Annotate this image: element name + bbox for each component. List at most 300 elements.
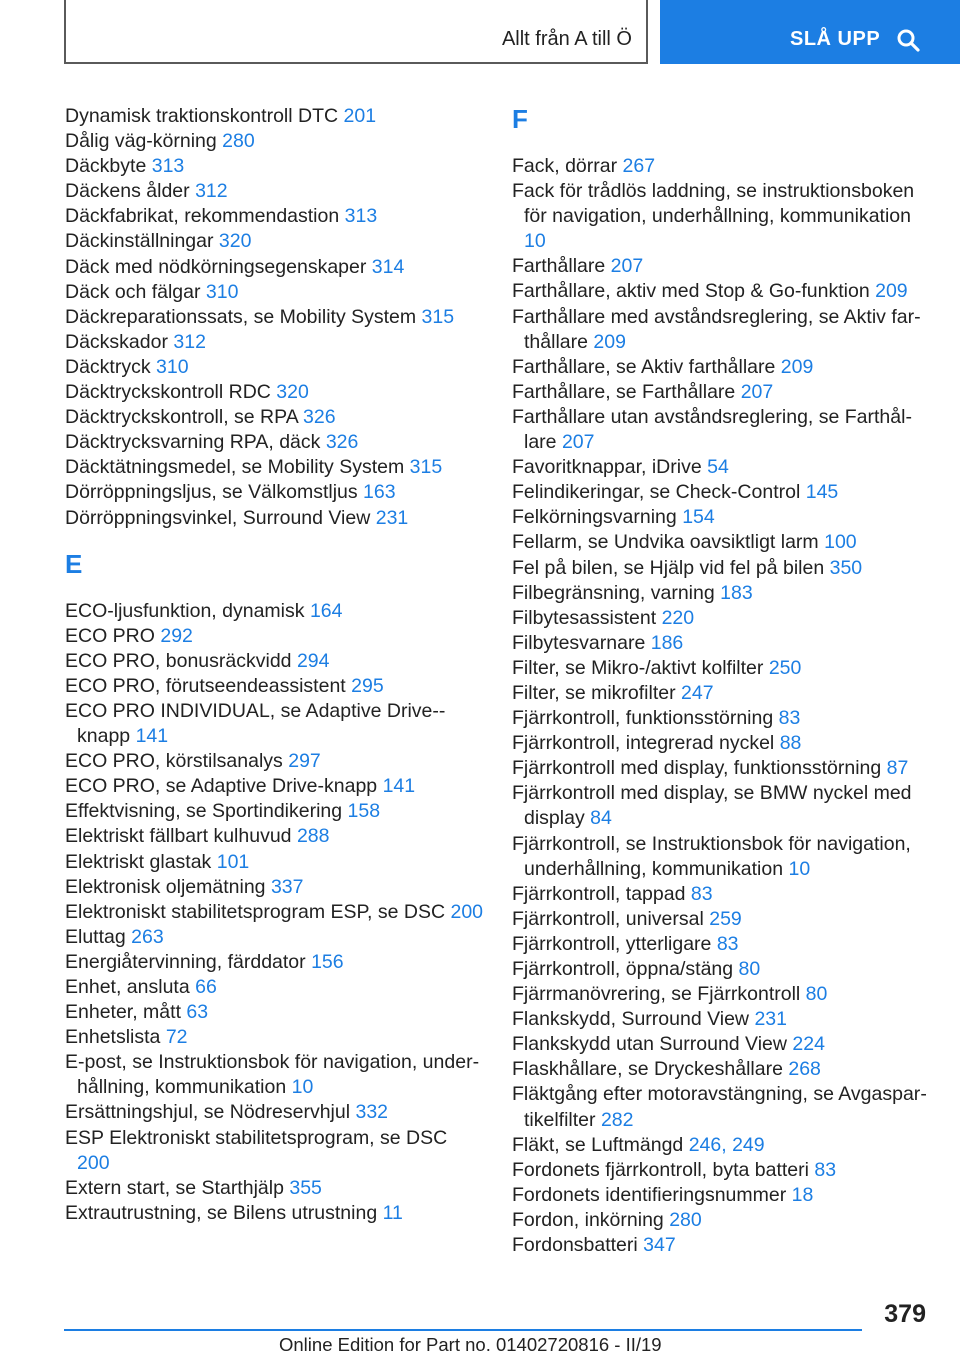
page-link[interactable]: 200: [450, 900, 484, 923]
page-refs: [195, 976, 217, 998]
index-entry-text: Elektriskt glastak: [65, 850, 212, 873]
page-link[interactable]: 332: [355, 1101, 389, 1124]
page-refs: [651, 632, 684, 654]
page-refs: [173, 331, 206, 353]
page-link[interactable]: 209: [593, 330, 626, 353]
index-entry: [512, 606, 927, 631]
index-entry: [65, 380, 485, 405]
page-link[interactable]: 231: [375, 506, 409, 529]
index-entry-text: ECO PRO, se Adaptive Drive-knapp: [65, 775, 378, 798]
page-link[interactable]: 183: [720, 581, 753, 604]
page-link[interactable]: 350: [829, 556, 863, 579]
index-entry-text: Enhet, ansluta: [65, 976, 190, 998]
page-link[interactable]: 297: [288, 750, 321, 773]
page-refs: [77, 1152, 110, 1174]
page-link[interactable]: 347: [643, 1234, 676, 1257]
page-link[interactable]: 83: [716, 932, 739, 955]
page-link[interactable]: 246: [688, 1133, 722, 1156]
page-refs: [590, 807, 612, 829]
page-link[interactable]: 247: [681, 681, 714, 704]
page-refs: [739, 958, 761, 980]
page-refs: [166, 1026, 188, 1048]
page-link[interactable]: 10: [788, 857, 811, 880]
page-refs: [779, 707, 801, 729]
index-entry-text: Farthållare: [512, 255, 606, 278]
page-refs: [887, 757, 909, 779]
page-refs: [611, 255, 644, 277]
page-refs: [355, 1101, 388, 1123]
index-entry-text: Flankskydd, Surround View: [512, 1008, 750, 1031]
index-entry: [512, 832, 927, 882]
index-entry-text: ECO PRO, körstilsanalys: [65, 750, 283, 773]
index-entry: [65, 1050, 485, 1100]
page-refs: [754, 1008, 787, 1030]
page-link[interactable]: 100: [824, 531, 857, 554]
index-entry-text: Däcktrycksvarning RPA, däck: [65, 431, 321, 454]
index-entry: [512, 656, 927, 681]
page-link[interactable]: 72: [165, 1026, 188, 1049]
index-entry-text: Fjärrmanövrering, se Fjärrkontroll: [512, 983, 801, 1006]
index-entry: [512, 254, 927, 279]
page-link[interactable]: 84: [590, 807, 612, 830]
index-entry-text: Fjärrkontroll, funktionsstörning: [512, 707, 774, 730]
page-link[interactable]: 10: [524, 230, 546, 253]
page-link[interactable]: 280: [222, 130, 255, 153]
page-link[interactable]: 267: [622, 155, 656, 177]
index-entry-text: Däckbyte: [65, 155, 147, 178]
index-entry-text: Dörröppningsvinkel, Surround View: [65, 506, 371, 529]
index-entry: [65, 405, 485, 430]
page-link[interactable]: 164: [309, 599, 343, 622]
index-entry-text: ECO PRO: [65, 624, 155, 647]
page-refs: [623, 155, 656, 177]
page-refs: [788, 1058, 821, 1080]
index-entry: [65, 1000, 485, 1025]
page-refs: [206, 281, 239, 303]
page-link[interactable]: 282: [600, 1108, 634, 1131]
index-entry-text: Fjärrkontroll, integrerad nyckel: [512, 732, 775, 755]
page-link[interactable]: 83: [690, 882, 713, 905]
index-entry: [512, 932, 927, 957]
index-entry: [65, 1100, 485, 1125]
index-entry-text: Extrautrustning, se Bilens utrustning: [65, 1201, 378, 1224]
index-entry: [65, 649, 485, 674]
index-entry-text: Däckreparationssats, se Mobility System: [65, 305, 417, 328]
index-entry-text: Fjärrkontroll med display, se BMW nyckel med display: [512, 782, 912, 830]
page-link[interactable]: 141: [382, 775, 416, 798]
page-refs: [669, 1209, 702, 1231]
page-refs: [217, 851, 250, 873]
index-entry: [512, 179, 927, 254]
index-entry-text: Eluttag: [65, 925, 126, 948]
index-entry: [65, 1176, 485, 1201]
page-link[interactable]: 80: [738, 958, 761, 980]
page-refs: [348, 800, 381, 822]
index-entry: [65, 624, 485, 649]
index-entry: [512, 154, 927, 179]
page-link[interactable]: 209: [780, 355, 814, 378]
index-entry: [65, 599, 485, 624]
page-refs: [289, 1177, 322, 1199]
index-entry-text: Däck med nödkörningsegenskaper: [65, 255, 367, 278]
tab-a-to-z[interactable]: [64, 0, 648, 64]
index-entry-text: Elektroniskt stabilitetsprogram ESP, se DSC: [65, 900, 446, 923]
index-entry-text: Fjärrkontroll, se Instruktionsbok för navigation, underhållning, kommunikation: [512, 832, 911, 880]
index-entry-text: Däckens ålder: [65, 180, 190, 203]
page-refs: [271, 876, 304, 898]
page-refs: [383, 775, 416, 797]
page-link[interactable]: 145: [805, 481, 839, 504]
tab-search-label: SLÅ UPP: [790, 28, 881, 50]
page-link[interactable]: 315: [409, 456, 443, 479]
index-entry-text: Filbegränsning, varning: [512, 581, 715, 604]
page-link[interactable]: 156: [311, 950, 344, 973]
index-entry-text: Fack, dörrar: [512, 155, 618, 177]
index-entry: [512, 1057, 927, 1082]
page-refs: [814, 1159, 836, 1181]
page-refs: [351, 675, 384, 697]
index-entry-text: Fjärrkontroll med display, funktionsstörning: [512, 757, 882, 780]
index-entry: [65, 749, 485, 774]
index-entry-text: ECO PRO, bonusräckvidd: [65, 649, 292, 672]
index-entry: [512, 681, 927, 706]
index-entry: [65, 506, 485, 531]
page-link[interactable]: 320: [218, 230, 252, 253]
index-entry: [512, 1082, 927, 1132]
footer-divider: [64, 1329, 862, 1331]
page-refs: [662, 607, 695, 629]
tab-search[interactable]: [660, 0, 960, 64]
page-link[interactable]: 315: [421, 305, 455, 328]
page-refs: [780, 732, 802, 754]
index-entry: [65, 900, 485, 925]
page-refs: [345, 205, 378, 227]
index-entry: [65, 104, 485, 129]
page-refs: [136, 725, 169, 747]
page-refs: [741, 381, 774, 403]
index-entry: [512, 731, 927, 756]
page-link[interactable]: 326: [325, 431, 359, 454]
page-refs: [276, 381, 309, 403]
page-link[interactable]: 63: [186, 1001, 209, 1024]
index-entry: [512, 1183, 927, 1208]
index-entry-text: Fordonsbatteri: [512, 1234, 638, 1257]
page-link[interactable]: 141: [135, 725, 169, 748]
page-link[interactable]: 66: [195, 976, 217, 998]
page-refs: [524, 230, 546, 252]
section-letter: E: [65, 548, 83, 579]
page-refs: [422, 306, 455, 328]
index-entry: [65, 925, 485, 950]
page-link[interactable]: 163: [363, 481, 396, 504]
page-link[interactable]: 326: [303, 406, 336, 429]
section-letter: F: [512, 104, 528, 134]
index-entry-text: Farthållare, se Farthållare: [512, 380, 736, 403]
page-refs: [152, 155, 185, 177]
page-number: 379: [884, 1300, 926, 1328]
index-entry-text: Däcktryck: [65, 355, 151, 378]
page-refs: [297, 650, 330, 672]
page-refs: [131, 926, 164, 948]
page-link[interactable]: 313: [344, 205, 378, 228]
page-refs: [643, 1234, 676, 1256]
page-refs: [682, 506, 715, 528]
page-refs: [593, 331, 626, 353]
index-entry-text: Däckfabrikat, rekommendastion: [65, 205, 340, 228]
page-link[interactable]: 249: [732, 1133, 765, 1156]
index-entry: [512, 279, 927, 304]
page-refs: [450, 901, 483, 923]
page-link[interactable]: 312: [173, 330, 206, 353]
index-entry: [65, 1201, 485, 1226]
index-entry: [65, 255, 485, 280]
page-link[interactable]: 209: [875, 280, 908, 303]
index-entry-text: Farthållare utan avståndsreglering, se Farthållare: [512, 405, 912, 454]
index-entry: [65, 305, 485, 330]
search-icon: [896, 28, 920, 52]
page-refs: [303, 406, 336, 428]
page-refs: [311, 951, 344, 973]
index-entry: [512, 530, 927, 555]
page-refs: [160, 625, 193, 647]
index-entry: [512, 1032, 927, 1057]
page-refs: [781, 356, 814, 378]
page-link[interactable]: 313: [151, 155, 185, 178]
index-entry: [65, 204, 485, 229]
page-refs: [292, 1076, 314, 1098]
index-entry-text: Ersättningshjul, se Nödreservhjul: [65, 1101, 351, 1124]
page-link[interactable]: 88: [779, 732, 802, 755]
page-link[interactable]: 10: [291, 1076, 314, 1099]
index-entry-text: E-post, se Instruktionsbok för navigation, underhållning, kommunikation: [65, 1051, 480, 1099]
index-entry: [512, 1007, 927, 1032]
page-refs: [792, 1184, 814, 1206]
index-entry-text: Däckinställningar: [65, 230, 214, 253]
page-link[interactable]: 312: [195, 180, 228, 203]
page-refs: [830, 557, 863, 579]
index-entry-text: Filbytesvarnare: [512, 631, 646, 654]
page-link[interactable]: 207: [610, 255, 644, 278]
page-refs: [219, 230, 252, 252]
index-entry: [65, 330, 485, 355]
page-refs: [288, 750, 321, 772]
index-entry: [65, 950, 485, 975]
footer-edition: Online Edition for Part no. 01402720816 - II/19: [279, 1334, 662, 1355]
page-refs: [789, 858, 811, 880]
index-entry-text: Felkörningsvarning: [512, 506, 677, 529]
index-column-left: [65, 104, 485, 1226]
page-refs: [363, 481, 396, 503]
index-entry-text: Filbytesassistent: [512, 606, 657, 629]
page-link[interactable]: 288: [296, 825, 330, 848]
index-entry: [512, 882, 927, 907]
page-refs: [681, 682, 714, 704]
index-entry: [65, 674, 485, 699]
index-entry-text: Enheter, mått: [65, 1001, 181, 1024]
index-entry-text: Felindikeringar, se Check-Control: [512, 481, 801, 504]
index-entry-text: Fordonets fjärrkontroll, byta batteri: [512, 1158, 809, 1181]
index-entry: [512, 907, 927, 932]
page-link[interactable]: 207: [740, 380, 774, 403]
page-refs: [186, 1001, 208, 1023]
page-link[interactable]: 355: [289, 1176, 322, 1199]
index-entry: [65, 355, 485, 380]
index-entry: [65, 774, 485, 799]
page-link[interactable]: 201: [343, 105, 377, 127]
page-link[interactable]: 207: [561, 431, 595, 454]
page-refs: [806, 481, 839, 503]
page-refs: [562, 431, 595, 453]
page-refs: [156, 356, 189, 378]
index-entry-text: Fack för trådlös laddning, se instruktionsboken för navigation, underhållning, kommunikation: [512, 180, 915, 228]
index-entry-text: Däcktätningsmedel, se Mobility System: [65, 456, 405, 479]
index-entry: [65, 875, 485, 900]
page-link[interactable]: 186: [650, 631, 684, 654]
index-entry: [512, 631, 927, 656]
page-refs: [297, 825, 330, 847]
index-entry-text: Elektronisk oljemätning: [65, 875, 266, 898]
index-entry: [512, 405, 927, 455]
index-entry: [512, 380, 927, 405]
page-refs: [383, 1202, 403, 1224]
page-refs: [792, 1033, 825, 1055]
index-entry: [65, 799, 485, 824]
index-entry-text: Dörröppningsljus, se Välkomstljus: [65, 481, 358, 504]
page-refs: [310, 600, 343, 622]
page-link[interactable]: 292: [160, 624, 193, 647]
index-entry: [65, 1025, 485, 1050]
page-link[interactable]: 310: [156, 355, 189, 378]
page-refs: [372, 256, 405, 278]
page-link[interactable]: 83: [814, 1158, 837, 1181]
index-entry: [65, 154, 485, 179]
page-link[interactable]: 231: [754, 1008, 787, 1031]
index-entry-text: Extern start, se Starthjälp: [65, 1176, 284, 1199]
index-entry: [65, 129, 485, 154]
index-entry: [65, 850, 485, 875]
index-entry-text: Farthållare med avståndsreglering, se Aktiv farthållare: [512, 305, 921, 353]
index-entry: [65, 975, 485, 1000]
page-refs: [195, 180, 228, 202]
page-link[interactable]: 18: [791, 1183, 814, 1206]
index-entry: [65, 824, 485, 849]
index-entry: [512, 355, 927, 380]
index-column-right: [512, 104, 927, 1258]
index-entry: [65, 430, 485, 455]
index-entry-text: Fordonets identifieringsnummer: [512, 1183, 787, 1206]
index-entry-text: Fel på bilen, se Hjälp vid fel på bilen: [512, 556, 825, 579]
page-refs: 246, 249: [688, 1133, 765, 1156]
index-entry: [512, 957, 927, 982]
page-refs: [707, 456, 729, 478]
page-link[interactable]: 200: [77, 1151, 110, 1174]
index-entry-text: ESP Elektroniskt stabilitetsprogram, se DSC: [65, 1126, 448, 1149]
page-link[interactable]: 158: [347, 800, 381, 823]
page-refs: [344, 105, 377, 127]
index-entry-text: Fjärrkontroll, ytterligare: [512, 932, 712, 955]
page-link[interactable]: 224: [792, 1033, 825, 1056]
index-entry-text: Fellarm, se Undvika oavsiktligt larm: [512, 531, 819, 554]
index-entry-text: Favoritknappar, iDrive: [512, 456, 702, 479]
page-refs: [769, 657, 802, 679]
page-link[interactable]: 268: [788, 1058, 821, 1081]
page-link[interactable]: 320: [276, 381, 309, 404]
page-link[interactable]: 295: [351, 674, 384, 697]
page-link[interactable]: 80: [805, 983, 828, 1006]
page-refs: [824, 531, 857, 553]
page-refs: [875, 280, 908, 302]
tab-a-to-z-label: Allt från A till Ö: [501, 28, 632, 50]
index-entry-text: Filter, se mikrofilter: [512, 681, 676, 704]
page-link[interactable]: 220: [661, 606, 695, 629]
index-entry: [512, 480, 927, 505]
page-refs: [709, 908, 742, 930]
page-link[interactable]: 154: [682, 506, 715, 529]
index-entry-text: Elektriskt fällbart kulhuvud: [65, 825, 292, 848]
page-refs: [410, 456, 443, 478]
index-entry: [512, 1158, 927, 1183]
page-link[interactable]: 11: [382, 1201, 403, 1224]
page-link[interactable]: 250: [768, 656, 802, 679]
index-entry-text: Däcktryckskontroll, se RPA: [65, 406, 298, 429]
index-entry: [512, 1133, 927, 1158]
page-refs: [326, 431, 359, 453]
index-entry-text: Dålig väg-körning: [65, 130, 217, 153]
index-entry: [512, 581, 927, 606]
index-entry: [512, 982, 927, 1007]
index-entry-text: Fläktgång efter motoravstängning, se Avgaspartikelfilter: [512, 1083, 927, 1131]
index-entry-text: ECO-ljusfunktion, dynamisk: [65, 599, 305, 622]
index-entry-text: Effektvisning, se Sportindikering: [65, 800, 343, 823]
index-entry-text: Dynamisk traktionskontroll DTC: [65, 105, 339, 127]
index-entry: [512, 556, 927, 581]
index-entry: [65, 229, 485, 254]
index-entry: [512, 706, 927, 731]
page-link[interactable]: 337: [270, 875, 304, 898]
page-link[interactable]: 54: [707, 456, 729, 479]
page-link[interactable]: 314: [371, 255, 405, 278]
index-entry: [65, 179, 485, 204]
page-link[interactable]: 280: [669, 1208, 702, 1231]
page-link[interactable]: 294: [296, 649, 330, 672]
index-entry-text: Fjärrkontroll, öppna/stäng: [512, 958, 734, 980]
index-entry-text: Flaskhållare, se Dryckeshållare: [512, 1058, 783, 1081]
page-refs: [691, 883, 713, 905]
index-entry: [512, 781, 927, 831]
page-refs: [717, 933, 739, 955]
page-link[interactable]: 263: [131, 925, 164, 948]
index-entry: [512, 756, 927, 781]
index-entry: [65, 699, 485, 749]
index-entry-text: Enhetslista: [65, 1026, 161, 1049]
index-entry: [512, 305, 927, 355]
index-entry-text: ECO PRO, förutseendeassistent: [65, 674, 346, 697]
page-link[interactable]: 83: [778, 707, 801, 730]
index-entry-text: Däck och fälgar: [65, 280, 201, 303]
index-entry: [512, 1208, 927, 1233]
page-link[interactable]: 101: [216, 850, 250, 873]
page-link[interactable]: 87: [886, 757, 909, 780]
index-entry-text: Energiåtervinning, färddator: [65, 950, 306, 973]
page-refs: [601, 1109, 634, 1131]
index-entry-text: Fjärrkontroll, tappad: [512, 882, 686, 905]
page-link[interactable]: 259: [709, 907, 742, 930]
page-refs: [720, 582, 753, 604]
index-entry-text: Farthållare, se Aktiv farthållare: [512, 355, 776, 378]
index-entry-text: Filter, se Mikro-/aktivt kolfilter: [512, 656, 764, 679]
page-link[interactable]: 310: [205, 280, 239, 303]
index-entry: [65, 1126, 485, 1176]
